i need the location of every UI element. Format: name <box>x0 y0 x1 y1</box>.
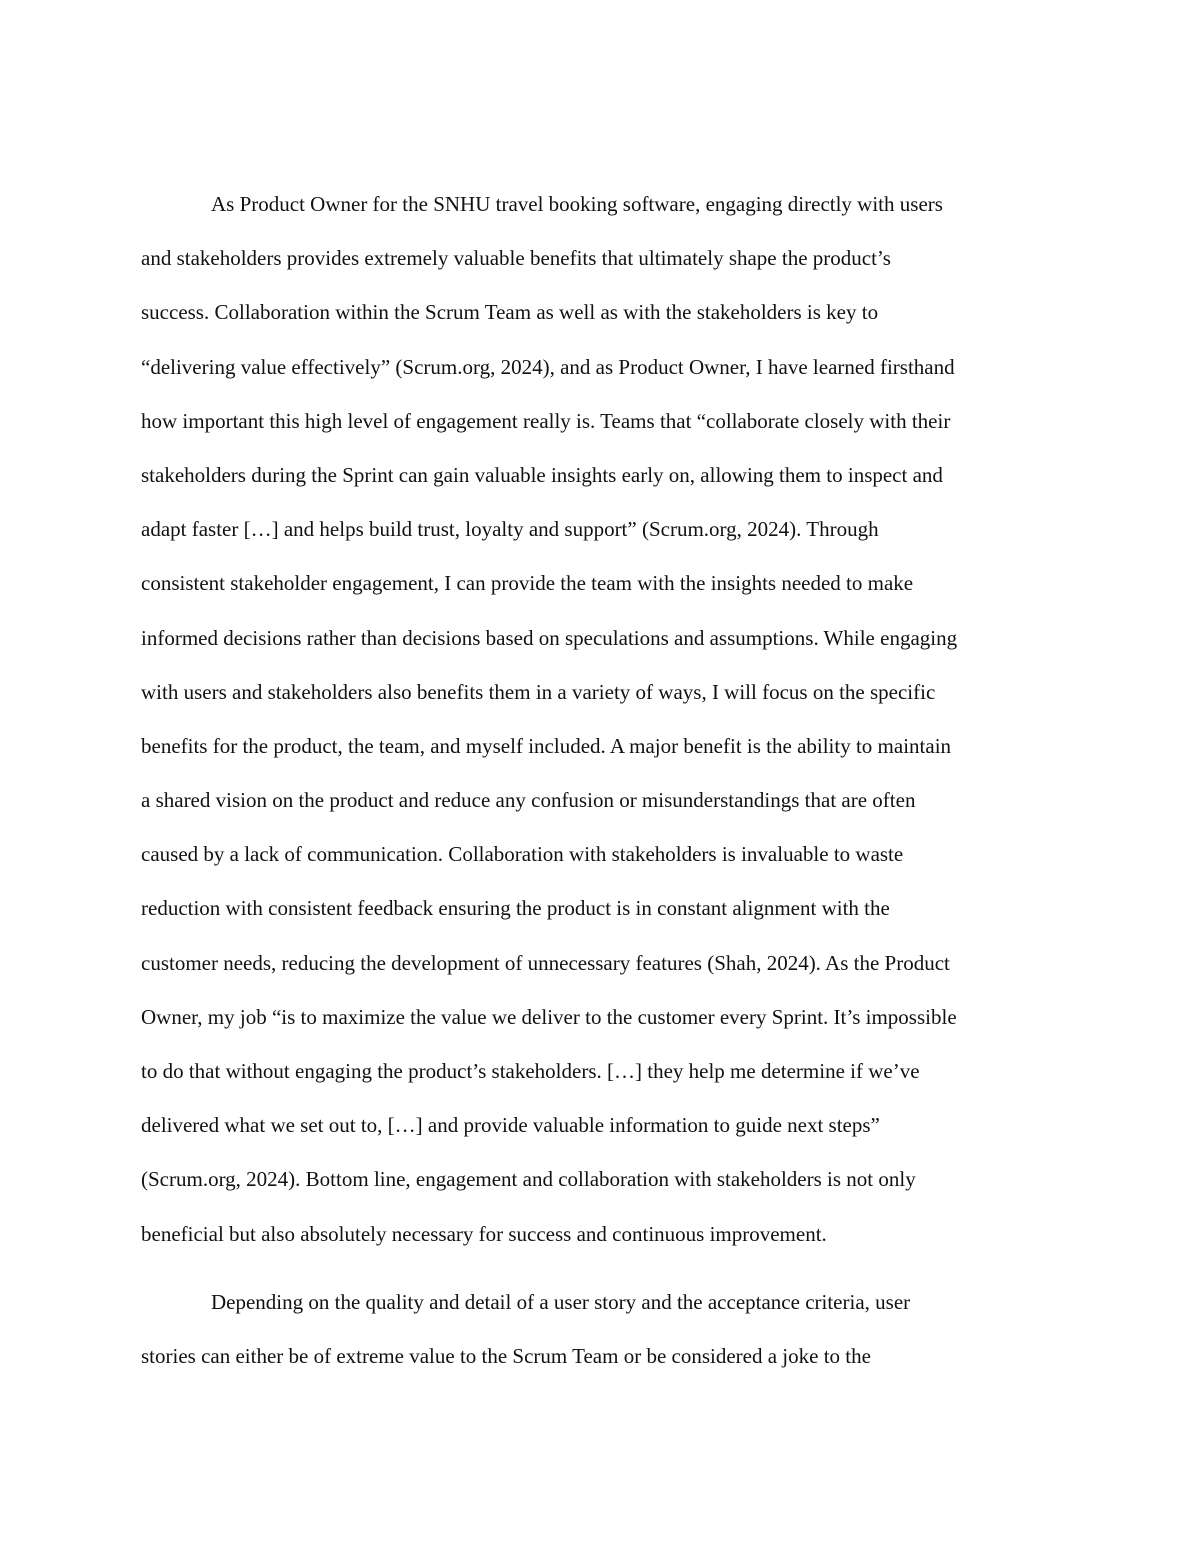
text-line: adapt faster […] and helps build trust, loyalty and support” (Scrum.org, 2024). Through <box>141 517 879 542</box>
text-line: benefits for the product, the team, and myself included. A major benefit is the ability to maintain <box>141 733 952 758</box>
text-line: beneficial but also absolutely necessary for success and continuous improvement. <box>141 1221 827 1246</box>
text-line: stakeholders during the Sprint can gain valuable insights early on, allowing them to inspect and <box>141 462 943 487</box>
text-line: informed decisions rather than decisions based on speculations and assumptions. While engaging <box>141 625 958 650</box>
text-line: Depending on the quality and detail of a user story and the acceptance criteria, user <box>211 1290 911 1314</box>
text-line: As Product Owner for the SNHU travel booking software, engaging directly with users <box>211 192 943 216</box>
text-line: “delivering value effectively” (Scrum.org, 2024), and as Product Owner, I have learned firsthand <box>141 354 955 379</box>
text-line: customer needs, reducing the development of unnecessary features (Shah, 2024). As the Product <box>141 950 950 975</box>
text-line: how important this high level of engagement really is. Teams that “collaborate closely with their <box>141 408 951 433</box>
text-line: delivered what we set out to, […] and provide valuable information to guide next steps” <box>141 1113 880 1138</box>
paragraph-stakeholder-engagement <box>141 189 1081 1273</box>
text-line: and stakeholders provides extremely valuable benefits that ultimately shape the product’s <box>141 246 891 271</box>
text-line: to do that without engaging the product’s stakeholders. […] they help me determine if we’ve <box>141 1059 920 1083</box>
text-line: (Scrum.org, 2024). Bottom line, engagement and collaboration with stakeholders is not only <box>141 1167 916 1192</box>
text-line: stories can either be of extreme value to the Scrum Team or be considered a joke to the <box>141 1344 871 1369</box>
text-line: consistent stakeholder engagement, I can provide the team with the insights needed to make <box>141 571 914 596</box>
paragraph-user-stories <box>141 1287 1081 1395</box>
text-line: Owner, my job “is to maximize the value we deliver to the customer every Sprint. It’s impossible <box>141 1004 957 1029</box>
text-line: success. Collaboration within the Scrum Team as well as with the stakeholders is key to <box>141 300 879 325</box>
text-line: caused by a lack of communication. Collaboration with stakeholders is invaluable to waste <box>141 842 904 867</box>
text-line: reduction with consistent feedback ensuring the product is in constant alignment with the <box>141 896 890 921</box>
text-line: a shared vision on the product and reduce any confusion or misunderstandings that are often <box>141 788 916 813</box>
text-line: with users and stakeholders also benefits them in a variety of ways, I will focus on the specific <box>141 679 936 704</box>
